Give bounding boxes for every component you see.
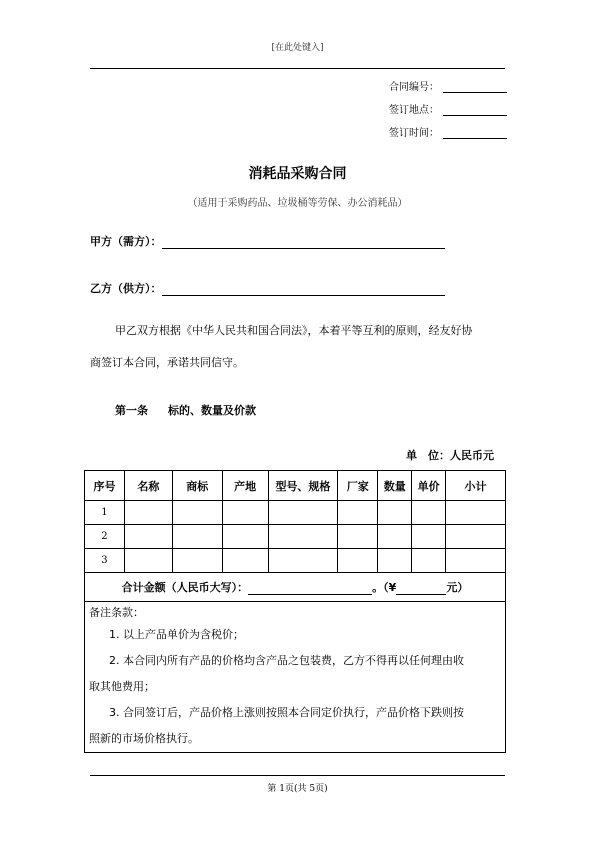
table-cell[interactable] (446, 525, 506, 549)
table-cell[interactable] (268, 525, 338, 549)
header-subtotal: 小计 (446, 471, 506, 501)
note-item-3: 3. 合同签订后，产品价格上涨则按照本合同定价执行，产品价格下跌则按 (109, 706, 464, 719)
total-amount-end: 元） (446, 581, 469, 594)
header-index: 序号 (85, 471, 125, 501)
notes-row (85, 602, 506, 753)
table-cell[interactable] (446, 549, 506, 573)
row-index: 2 (85, 525, 125, 549)
table-cell[interactable] (172, 501, 222, 525)
total-amount-number-field[interactable] (396, 583, 446, 595)
contract-number-row (389, 78, 507, 93)
article-1-number: 第一条 (115, 404, 148, 417)
signing-time-field[interactable] (443, 128, 507, 139)
document-title: 消耗品采购合同 (248, 166, 347, 182)
currency-unit: 单 位：人民币元 (406, 449, 494, 462)
party-a-field[interactable] (162, 237, 445, 249)
table-cell[interactable] (338, 525, 378, 549)
signing-time-row (389, 124, 507, 139)
total-row (85, 573, 506, 602)
total-amount-words-field[interactable] (248, 583, 372, 595)
table-cell[interactable] (378, 525, 412, 549)
header-model: 型号、规格 (268, 471, 338, 501)
table-row (85, 501, 506, 525)
table-cell[interactable] (446, 501, 506, 525)
party-a-label: 甲方（需方）： (90, 235, 162, 248)
table-cell[interactable] (124, 501, 172, 525)
table-cell[interactable] (338, 549, 378, 573)
note-item-3-cont: 照新的市场价格执行。 (89, 732, 199, 745)
party-b-field[interactable] (162, 284, 445, 296)
table-cell[interactable] (412, 525, 446, 549)
signing-place-row (389, 101, 507, 116)
party-b-row (90, 280, 445, 296)
contract-number-field[interactable] (443, 82, 507, 93)
notes-title: 备注条款： (89, 606, 144, 619)
header-quantity: 数量 (378, 471, 412, 501)
table-cell[interactable] (172, 525, 222, 549)
total-amount-cell (85, 573, 506, 602)
article-1-title: 标的、数量及价款 (168, 404, 256, 417)
header-origin: 产地 (222, 471, 268, 501)
intro-paragraph-line1: 甲乙双方根据《中华人民共和国合同法》，本着平等互利的原则，经友好协 (115, 324, 473, 337)
total-amount-mid: 。（¥ (372, 581, 397, 594)
notes-cell (85, 602, 506, 753)
footer-rule (90, 775, 505, 776)
signing-place-label: 签订地点： (389, 105, 439, 116)
signing-time-label: 签订时间： (389, 128, 439, 139)
note-item-1: 1. 以上产品单价为含税价； (109, 628, 244, 641)
table-cell[interactable] (338, 501, 378, 525)
table-header-row (85, 471, 506, 501)
row-index: 3 (85, 549, 125, 573)
header-manufacturer: 厂家 (338, 471, 378, 501)
table-cell[interactable] (124, 525, 172, 549)
table-cell[interactable] (172, 549, 222, 573)
table-cell[interactable] (412, 549, 446, 573)
table-cell[interactable] (378, 549, 412, 573)
article-1-heading (115, 402, 256, 418)
page-number: 第 1页(共 5页) (267, 784, 328, 794)
table-cell[interactable] (222, 549, 268, 573)
table-cell[interactable] (268, 501, 338, 525)
header-rule (90, 68, 505, 69)
document-subtitle: （适用于采购药品、垃圾桶等劳保、办公消耗品） (187, 198, 408, 209)
party-b-label: 乙方（供方）： (90, 282, 162, 295)
table-row (85, 549, 506, 573)
note-item-2: 2. 本合同内所有产品的价格均含产品之包装费，乙方不得再以任何理由收 (109, 654, 464, 667)
header-placeholder: [在此处键入] (271, 43, 324, 53)
row-index: 1 (85, 501, 125, 525)
table-cell[interactable] (268, 549, 338, 573)
table-cell[interactable] (378, 501, 412, 525)
table-cell[interactable] (222, 501, 268, 525)
items-table (84, 470, 506, 753)
signing-place-field[interactable] (443, 105, 507, 116)
header-unit-price: 单价 (412, 471, 446, 501)
total-amount-label: 合计金额（人民币大写）： (121, 581, 249, 594)
note-item-2-cont: 取其他费用； (89, 680, 155, 693)
table-cell[interactable] (124, 549, 172, 573)
contract-number-label: 合同编号： (389, 82, 439, 93)
table-row (85, 525, 506, 549)
party-a-row (90, 233, 445, 249)
header-brand: 商标 (172, 471, 222, 501)
header-name: 名称 (124, 471, 172, 501)
table-cell[interactable] (222, 525, 268, 549)
table-cell[interactable] (412, 501, 446, 525)
intro-paragraph-line2: 商签订本合同，承诺共同信守。 (90, 356, 244, 369)
